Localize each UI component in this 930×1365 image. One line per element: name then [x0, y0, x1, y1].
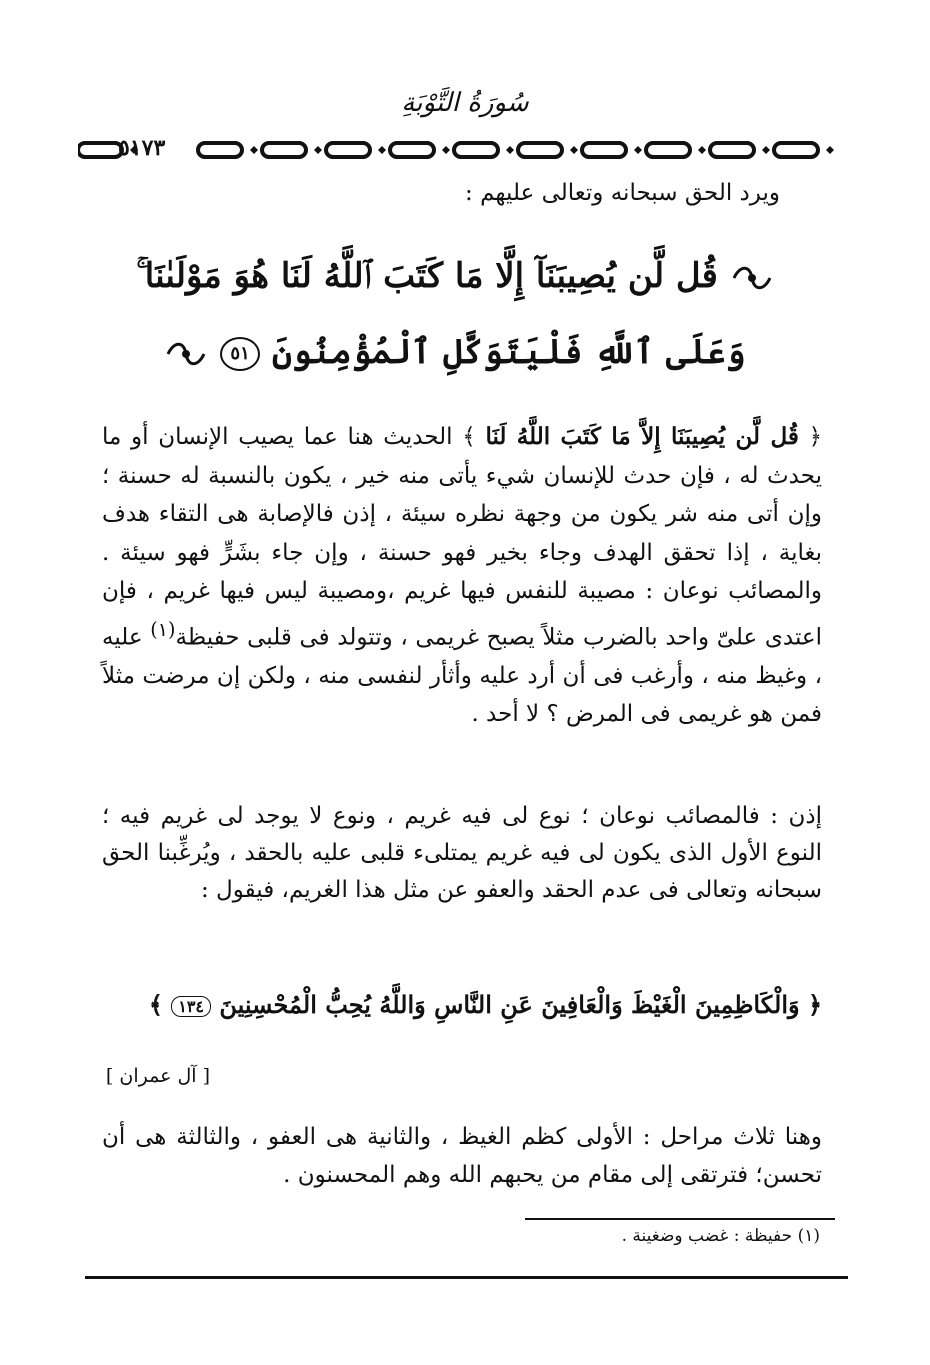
- verse-line-1: [100, 238, 810, 314]
- paragraph-3: وهنا ثلاث مراحل : الأولى كظم الغيظ ، والثانية هى العفو ، والثالثة هى أن تحسن؛ فترتقى إلى مقام من يحبهم الله وهم المحسنون .: [102, 1124, 822, 1188]
- paragraph-1-text-continued: عليه ، وغيظ منه ، وأرغب فى أن أرد عليه وأثأر لنفسى منه ، ولكن إن مرضت مثلاً فمن هو غريمى فى المرض ؟ لا أحد .: [102, 624, 822, 728]
- footnote-marker: (١): [150, 617, 176, 641]
- verse-line-2-text: وَعَلَى ٱللَّهِ فَلْيَتَوَكَّلِ ٱلْمُؤْمِنُونَ: [271, 332, 746, 372]
- quoted-verse-ayah-number: ١٣٤: [171, 996, 211, 1017]
- paragraph-1-text: الحديث هنا عما يصيب الإنسان أو ما يحدث له ، فإن حدث للإنسان شيء يأتى منه خير ، يكون بالنسبة له حسنة ؛ وإن أتى منه شر يكون من وجهة نظره سيئة ، إذن فالإصابة هى التقاء هدف بغاية ، إذا تحقق الهدف وجاء بخير فهو حسنة ، وإن جاء بشَرٍّ فهو سيئة . والمصائب نوعان : مصيبة للنفس فيها غريم ،ومصيبة ليس فيها غريم ، فإن اعتدى علىّ واحد بالضرب مثلاً يصبح غريمى ، وتتولد فى قلبى حفيظة: [102, 424, 823, 651]
- inline-verse-quote: قُل لَّن يُصِيبَنَا إِلاَّ مَا كَتَبَ اللَّهُ لَنَا: [485, 423, 799, 450]
- verse-line-1-text: قُل لَّن يُصِيبَنَآ إِلَّا مَا كَتَبَ ٱللَّهُ لَنَا هُوَ مَوْلَىٰنَا ۚ: [136, 256, 718, 296]
- footnote-divider: [525, 1218, 835, 1220]
- quoted-verse-close-bracket: ﴾: [148, 990, 163, 1019]
- quote-open-bracket: ﴿: [808, 424, 823, 450]
- verse-start-ornament-icon: [730, 263, 774, 293]
- ayah-number: ٥١: [220, 337, 260, 371]
- quran-verse-block: [100, 238, 810, 390]
- quoted-verse: [102, 990, 822, 1019]
- verse-end-ornament-icon: [164, 339, 208, 369]
- quote-close-bracket: ﴾: [462, 424, 476, 450]
- header-ornament-border: [78, 138, 838, 162]
- verse-line-2: [100, 314, 810, 390]
- ornament-border-icon: [78, 138, 838, 162]
- surah-title: سُورَةُ التَّوْبَةِ: [401, 88, 529, 118]
- page-bottom-rule: [85, 1276, 848, 1279]
- verse-source: [ آل عمران ]: [105, 1065, 210, 1087]
- paragraph-2: إذن : فالمصائب نوعان ؛ نوع لى فيه غريم ، ونوع لا يوجد لى غريم فيه ؛ النوع الأول الذى يكون لى فيه غريم يمتلىء قلبى عليه بالحقد ، ويُرغِّبنا الحق سبحانه وتعالى فى عدم الحقد والعفو عن مثل هذا الغريم، فيقول :: [102, 803, 822, 903]
- paragraph-1: [102, 418, 822, 734]
- page-number: ٥١٧٣: [118, 135, 166, 161]
- intro-line: ويرد الحق سبحانه وتعالى عليهم :: [465, 180, 780, 206]
- footnote: (١) حفيظة : غضب وضغينة .: [621, 1226, 820, 1246]
- quoted-verse-text: وَالْكَاظِمِينَ الْغَيْظَ وَالْعَافِينَ عَنِ النَّاسِ وَاللَّهُ يُحِبُّ الْمُحْسِنِينَ: [219, 990, 800, 1019]
- quoted-verse-open-bracket: ﴿: [807, 990, 822, 1019]
